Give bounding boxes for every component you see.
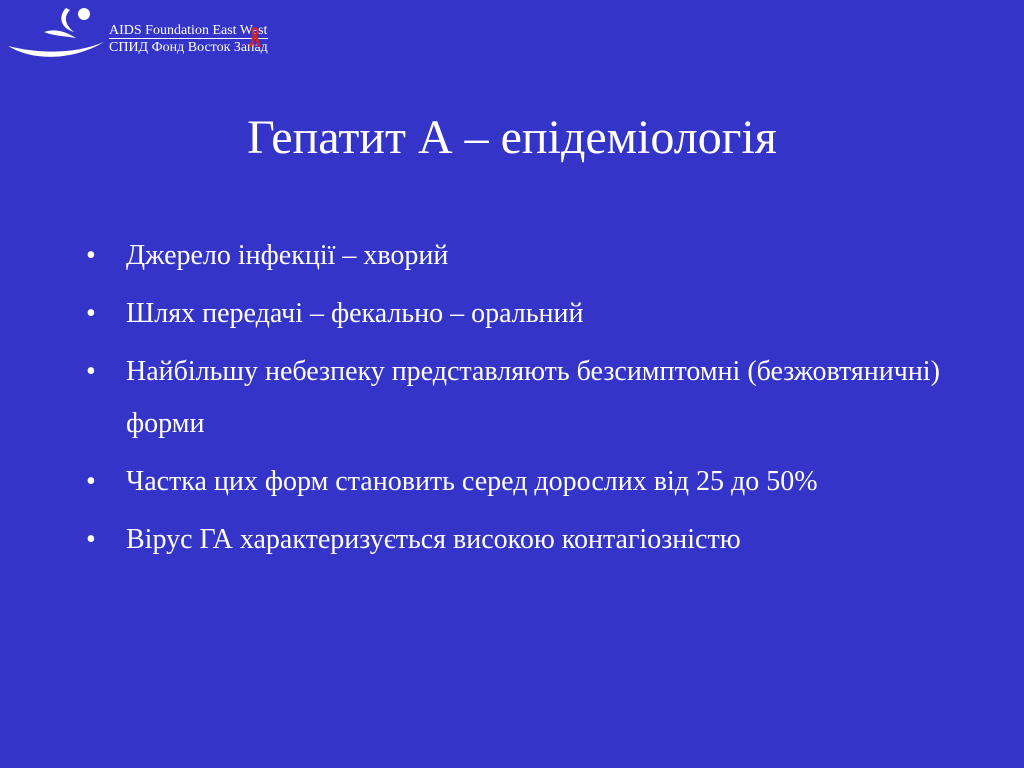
bullet-marker: •	[86, 524, 96, 555]
bullet-marker: •	[86, 240, 96, 271]
red-ribbon-icon	[248, 26, 262, 48]
org-name-en: AIDS Foundation East West	[109, 23, 268, 38]
aids-foundation-logo	[4, 2, 304, 64]
bullet-marker: •	[86, 356, 96, 387]
slide-title: Гепатит А – епідеміологія	[247, 111, 777, 164]
org-name	[109, 22, 268, 56]
bullet-item	[86, 514, 946, 566]
bullet-item	[86, 230, 946, 282]
bullet-text: Найбільшу небезпеку представляють безсимптомні (безжовтяничні) форми	[126, 356, 940, 439]
org-name-ru: СПИД Фонд Восток Запад	[109, 40, 268, 55]
bullet-marker: •	[86, 298, 96, 329]
bullet-text: Шлях передачі – фекально – оральний	[126, 298, 584, 329]
bullet-text: Вірус ГА характеризується високою контагіозністю	[126, 524, 741, 555]
bullet-list	[86, 230, 946, 572]
bullet-item	[86, 456, 946, 508]
bullet-text: Джерело інфекції – хворий	[126, 240, 449, 271]
bullet-marker: •	[86, 466, 96, 497]
swoosh-figure-icon	[4, 2, 114, 62]
bullet-item	[86, 288, 946, 340]
bullet-text: Частка цих форм становить серед дорослих від 25 до 50%	[126, 466, 818, 497]
bullet-item	[86, 346, 946, 450]
